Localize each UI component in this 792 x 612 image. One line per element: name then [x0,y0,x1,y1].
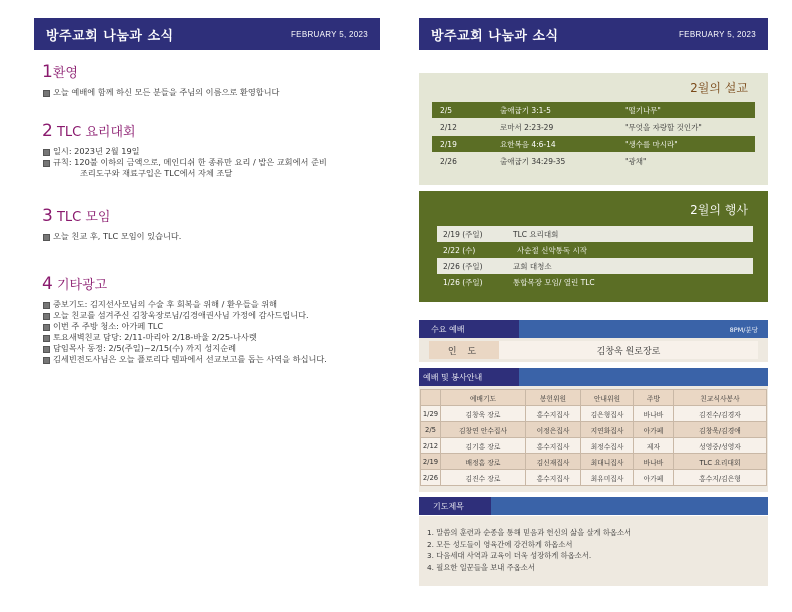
bulletin-title: 방주교회 나눔과 소식 [431,28,559,44]
table-cell: 김신재집사 [526,454,581,470]
bulletin-title: 방주교회 나눔과 소식 [46,28,174,44]
prayer-panel [419,516,768,586]
table-cell: 배정흠 장로 [441,454,526,470]
table-cell: 1/29 [421,406,441,422]
table-cell: 아가페 [634,470,674,486]
table-row [421,438,767,454]
section-title: 1환영 [42,62,78,82]
table-cell: 김창욱/김경애 [674,422,767,438]
announcement-line: 중보기도: 김지선사모님의 수술 후 회복을 위해 / 환우들을 위해 [42,299,382,310]
prayer-bar [419,497,768,515]
announcement-line: 토요새벽친교 담당: 2/11-마리아 2/18-바울 2/25-나사렛 [42,332,382,343]
wednesday-service-bar [419,320,768,338]
event-row: 2/26 (주일) 교회 대청소 [437,258,753,274]
sermon-row: 2/19 요한복음 4:6-14 "생수를 마시라" [432,136,755,152]
sermon-schedule-panel [419,73,768,185]
table-cell: 최대니집사 [581,454,634,470]
table-cell: 바나바 [634,406,674,422]
prayer-label: 기도제목 [419,497,491,515]
page-header-right [419,18,768,50]
announcement-line: 김세빈전도사님은 오늘 플로리다 템파에서 선교보고를 돕는 사역을 하십니다. [42,354,382,365]
table-cell: 김기홍 장로 [441,438,526,454]
event-row: 2/19 (주일) TLC 요리대회 [437,226,753,242]
announcement-line: 이번 주 주방 청소: 아가페 TLC [42,321,382,332]
table-row [421,470,767,486]
table-row [421,422,767,438]
announcement-line: 오늘 친교를 섬겨주신 김창욱장로님/김경애권사님 가정에 감사드립니다. [42,310,382,321]
sermon-row: 2/12 로마서 2:23-29 "무엇을 자랑할 것인가" [440,122,702,132]
column-header: 봉헌위원 [526,390,581,406]
prayer-item: 1. 말씀의 훈련과 순종을 통해 믿음과 헌신의 삶을 살게 하옵소서 [427,528,632,537]
announcement-line: 오늘 친교 후, TLC 모임이 있습니다. [42,231,382,242]
section-welcome [42,62,382,98]
table-cell: 2/26 [421,470,441,486]
section-title: 2 TLC 요리대회 [42,121,136,141]
table-cell: 김은형집사 [581,406,634,422]
table-cell: 김창욱 장로 [441,406,526,422]
column-header: 예배기도 [441,390,526,406]
table-cell: 2/19 [421,454,441,470]
announcement-line-indent: 조리도구와 재료구입은 TLC에서 자체 조달 [80,168,233,178]
column-header: 주방 [634,390,674,406]
table-row [421,454,767,470]
prayer-item: 4. 필요한 일꾼들을 보내 주옵소서 [427,562,535,572]
table-cell: TLC 요리대회 [674,454,767,470]
table-cell: 김창연 안수집사 [441,422,526,438]
table-cell: 홍수지/김은형 [674,470,767,486]
table-cell: 이정은집사 [526,422,581,438]
table-cell: 바나바 [634,454,674,470]
section-title: 4 기타광고 [42,274,108,294]
column-header [421,390,441,406]
event-heading: 2월의 행사 [690,203,748,217]
wednesday-service-time: 8PM/분당 [729,325,758,334]
table-header-row [421,390,767,406]
section-tlc-cooking [42,121,382,179]
table-cell: 지연화집사 [581,422,634,438]
table-cell: 최유미집사 [581,470,634,486]
table-cell: 2/12 [421,438,441,454]
prayer-item: 2. 모든 성도들이 영육간에 강건하게 하옵소서 [427,539,573,549]
sermon-heading: 2월의 설교 [690,81,748,95]
sermon-row: 2/26 출애굽기 34:29-35 "광채" [440,156,647,166]
table-cell: 김진수/김경자 [674,406,767,422]
event-row: 2/22 (수) 사순절 신약통독 시작 [443,245,587,255]
sermon-row: 2/5 출애굽기 3:1-5 "떨기나무" [432,102,755,118]
announcement-line: 규칙: 120불 이하의 금액으로, 메인디쉬 한 종류만 요리 / 밥은 교회에서 준비 [42,157,382,168]
table-cell: 김진수 장로 [441,470,526,486]
service-table [420,389,767,486]
wednesday-leader-row [419,338,768,362]
event-row: 1/26 (주일) 통합목장 모임/ 열린 TLC [443,277,595,287]
section-title: 3 TLC 모임 [42,206,111,226]
column-header: 친교식사봉사 [674,390,767,406]
table-cell: 홍수지집사 [526,438,581,454]
table-row [421,406,767,422]
prayer-item: 3. 다음세대 사역과 교육이 더욱 성장하게 하옵소서. [427,551,592,560]
table-cell: 제자 [634,438,674,454]
announcement-line: 오늘 예배에 함께 하신 모든 분들을 주님의 이름으로 환영합니다 [42,87,382,98]
leader-name: 김창욱 원로장로 [499,341,758,359]
table-cell: 최정수집사 [581,438,634,454]
table-cell: 성영중/성영자 [674,438,767,454]
table-cell: 홍수지집사 [526,406,581,422]
bulletin-date: FEBRUARY 5, 2023 [679,29,756,39]
service-guide-label: 예배 및 봉사안내 [419,368,519,386]
leader-role: 인 도 [429,341,499,359]
event-schedule-panel [419,191,768,302]
table-cell: 홍수지집사 [526,470,581,486]
section-tlc-meeting [42,206,382,242]
service-guide-bar [419,368,768,386]
page-header-left [34,18,380,50]
section-other-notices [42,274,382,365]
bulletin-date: FEBRUARY 5, 2023 [291,29,368,39]
announcement-line: 담임목사 동정: 2/5(주일)~2/15(수) 까지 성지순례 [42,343,382,354]
column-header: 안내위원 [581,390,634,406]
table-cell: 2/5 [421,422,441,438]
table-cell: 아가페 [634,422,674,438]
announcement-line: 일시: 2023년 2월 19일 [42,146,382,157]
wednesday-service-label: 수요 예배 [419,320,519,338]
